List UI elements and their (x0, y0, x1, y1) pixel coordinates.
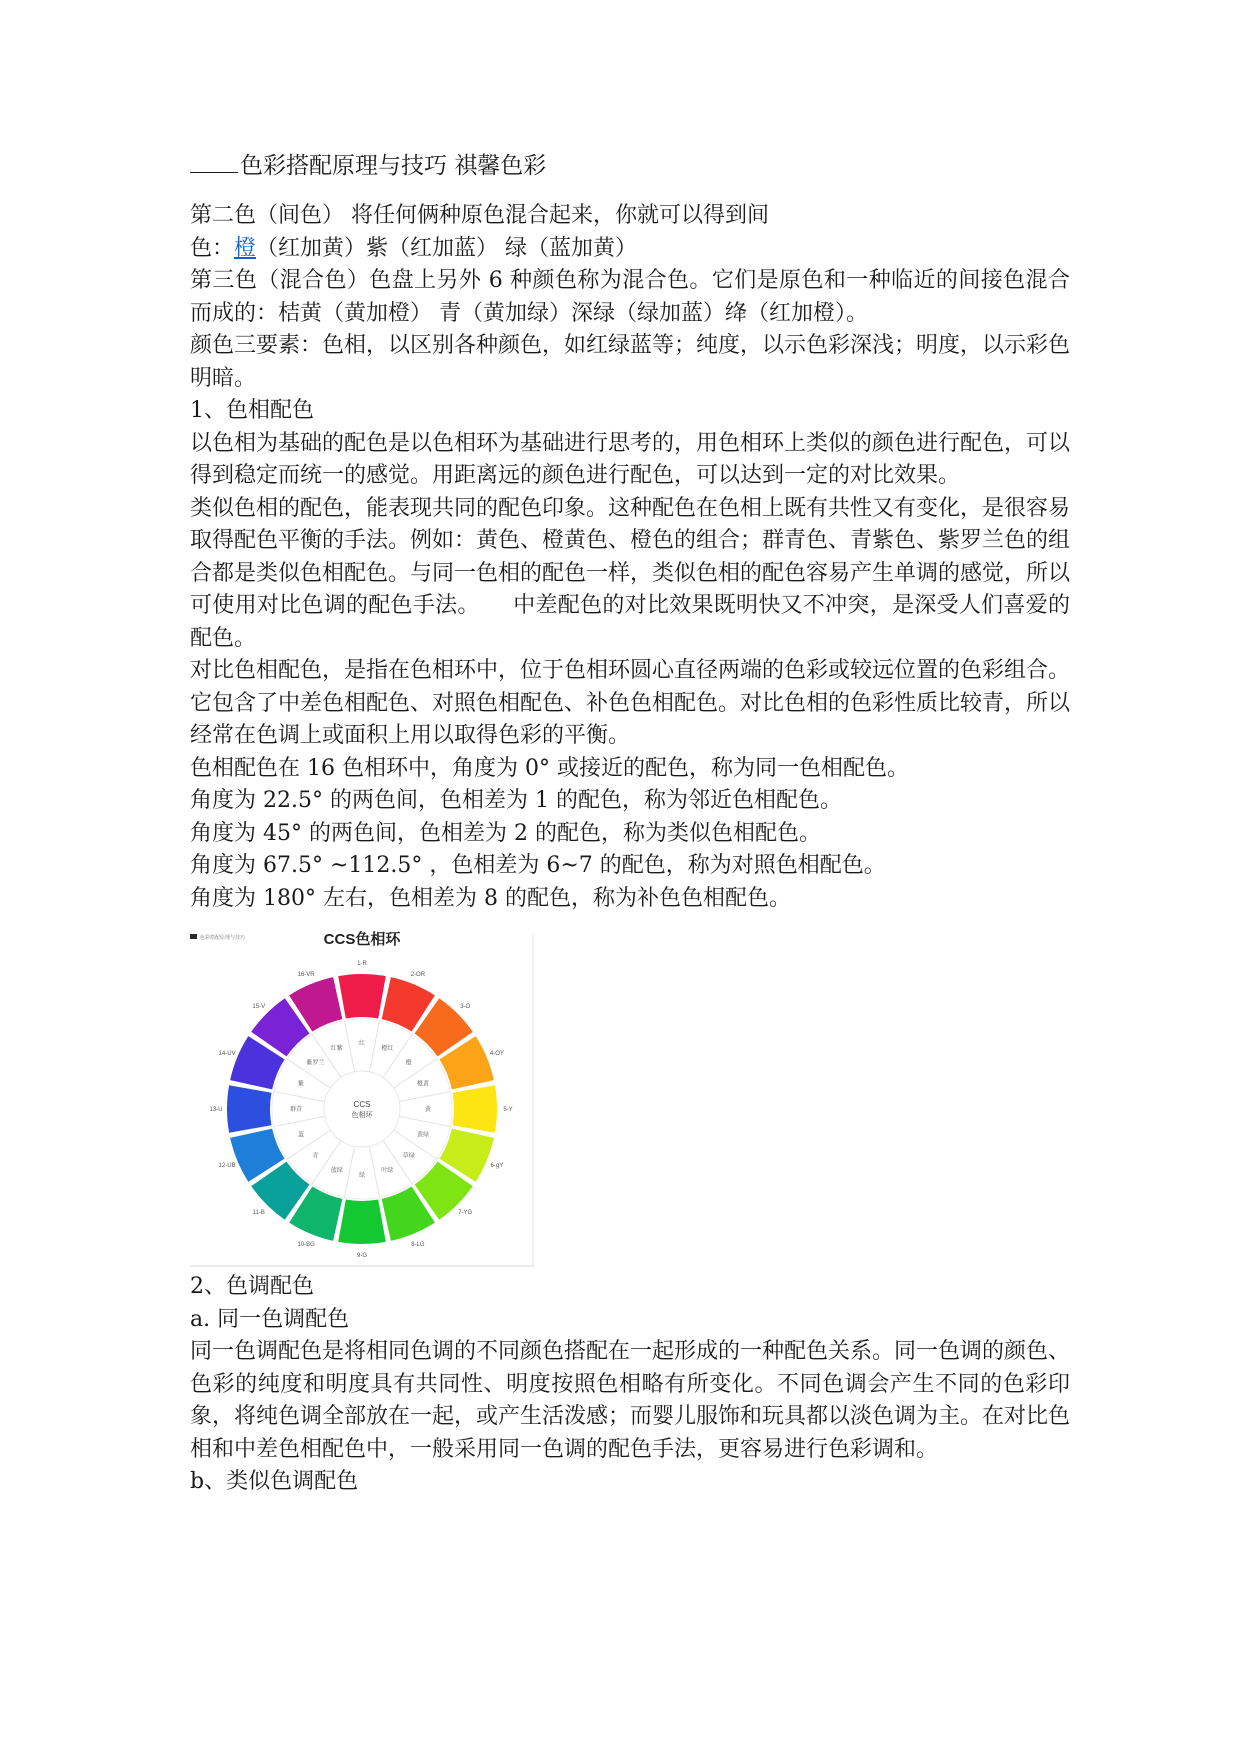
figure-caption-small: 色彩搭配原理与技巧 (200, 935, 246, 941)
hue-segment-9-g (338, 1200, 386, 1244)
hue-name-label: 叶绿 (381, 1166, 394, 1174)
hue-name-label: 群青 (289, 1106, 303, 1113)
paragraph-secondary-examples (190, 233, 1070, 266)
ccs-color-wheel-figure (190, 929, 534, 1267)
hue-code-label: 14-UV (218, 1051, 236, 1058)
hue-code-label: 1-R (357, 961, 367, 967)
paragraph-secondary-colors: 第二色（间色） 将任何俩种原色混合起来，你就可以得到间 (190, 203, 769, 228)
hue-segment-1-r (338, 974, 386, 1018)
wheel-center-line-2: 色相环 (351, 1112, 373, 1119)
paragraph-same-tone: 同一色调配色是将相同色调的不同颜色搭配在一起形成的一种配色关系。同一色调的颜色、色彩的纯度和明度具有共同性、明度按照色相略有所变化。不同色调会产生不同的色彩印象，将纯色调全部放在一起，或产生活泼感；而婴儿服饰和玩具都以淡色调为主。在对比色相和中差色相配色中，一般采用同一色调的配色手法，更容易进行色彩调和。 (190, 1339, 1071, 1462)
hue-code-label: 6-gY (490, 1162, 504, 1169)
color-wheel-svg (190, 929, 534, 1267)
orange-link[interactable]: 橙 (234, 235, 257, 261)
hue-name-label: 橙黄 (416, 1080, 429, 1088)
figure-title: CCS色相环 (323, 931, 401, 948)
document-title (190, 150, 1070, 183)
line-similar-hue: 角度为 45° 的两色间，色相差为 2 的配色，称为类似色相配色。 (190, 820, 821, 846)
hue-name-label: 紫 (298, 1080, 305, 1088)
secondary-prefix: 色： (190, 235, 235, 261)
hue-code-label: 4-OY (489, 1051, 504, 1058)
hue-code-label: 3-O (460, 1003, 471, 1010)
title-text: 色彩搭配原理与技巧 祺馨色彩 (240, 153, 547, 179)
hue-code-label: 5-Y (503, 1107, 513, 1113)
hue-segment-13-u (227, 1085, 271, 1133)
hue-name-label: 红紫 (330, 1045, 343, 1053)
hue-code-label: 11-B (252, 1210, 265, 1217)
secondary-rest: （红加黄）紫（红加蓝） 绿（蓝加黄） (256, 235, 638, 261)
hue-code-label: 13-U (209, 1107, 223, 1113)
hue-code-label: 2-OR (410, 972, 426, 979)
hue-name-label: 绿 (358, 1172, 366, 1179)
hue-name-label: 蓝绿 (330, 1166, 343, 1174)
hue-name-label: 草绿 (402, 1152, 415, 1160)
hue-name-label: 橙红 (381, 1045, 394, 1053)
hue-code-label: 15-V (252, 1003, 266, 1010)
hue-name-label: 黄 (424, 1106, 432, 1113)
hue-code-label: 10-BG (297, 1241, 315, 1248)
subheading-same-tone: a. 同一色调配色 (190, 1306, 350, 1332)
hue-name-label: 橙 (405, 1059, 412, 1067)
wheel-center-line-1: CCS (353, 1100, 371, 1109)
title-blank-underline (190, 152, 238, 173)
heading-tone-matching: 2、色调配色 (190, 1274, 314, 1299)
hue-code-label: 7-YG (458, 1210, 473, 1217)
hue-name-label: 黄绿 (416, 1131, 429, 1139)
heading-hue-matching: 1、色相配色 (190, 398, 314, 423)
subheading-similar-tone: b、类似色调配色 (190, 1469, 359, 1494)
hue-name-label: 紫罗兰 (306, 1059, 325, 1067)
hue-code-label: 12-UB (218, 1162, 236, 1169)
paragraph-contrast-hue: 对比色相配色，是指在色相环中，位于色相环圆心直径两端的色彩或较远位置的色彩组合。它包含了中差色相配色、对照色相配色、补色色相配色。对比色相的色彩性质比较青，所以经常在色调上或面积上用以取得色彩的平衡。 (190, 658, 1071, 748)
paragraph-similar-hue: 类似色相的配色，能表现共同的配色印象。这种配色在色相上既有共性又有变化，是很容易取得配色平衡的手法。例如：黄色、橙黄色、橙色的组合；群青色、青紫色、紫罗兰色的组合都是类似色相配色。与同一色相的配色一样，类似色相的配色容易产生单调的感觉，所以可使用对比色调的配色手法。 中差配色的对比效果既明快又不冲突，是深受人们喜爱的配色。 (190, 495, 1071, 651)
hue-code-label: 9-G (356, 1253, 368, 1259)
paragraph-tertiary-colors: 第三色（混合色）色盘上另外 6 种颜色称为混合色。它们是原色和一种临近的间接色混合而成的：桔黄（黄加橙） 青（黄加绿）深绿（绿加蓝）绛（红加橙）。 (190, 268, 1070, 326)
hue-name-label: 红 (358, 1040, 366, 1047)
hue-name-label: 蓝 (298, 1131, 305, 1139)
wheel-center (324, 1071, 400, 1147)
hue-name-label: 青 (312, 1152, 319, 1160)
paragraph-hue-basis: 以色相为基础的配色是以色相环为基础进行思考的，用色相环上类似的颜色进行配色，可以得到稳定而统一的感觉。用距离远的颜色进行配色，可以达到一定的对比效果。 (190, 430, 1071, 488)
line-adjacent-hue: 角度为 22.5° 的两色间，色相差为 1 的配色，称为邻近色相配色。 (190, 788, 842, 813)
line-contrasting-hue: 角度为 67.5° ~112.5° ，色相差为 6~7 的配色，称为对照色相配色。 (190, 853, 886, 878)
caption-marker-icon (190, 934, 197, 939)
line-same-hue: 色相配色在 16 色相环中，角度为 0° 或接近的配色，称为同一色相配色。 (190, 755, 909, 781)
line-complementary-hue: 角度为 180° 左右，色相差为 8 的配色，称为补色色相配色。 (190, 885, 791, 911)
hue-segment-5-y (453, 1085, 497, 1133)
document-page (190, 150, 1070, 1499)
paragraph-three-elements: 颜色三要素：色相，以区别各种颜色，如红绿蓝等；纯度，以示色彩深浅；明度，以示彩色明暗。 (190, 333, 1071, 391)
hue-code-label: 16-VR (297, 972, 315, 979)
hue-code-label: 8-LG (411, 1241, 425, 1248)
